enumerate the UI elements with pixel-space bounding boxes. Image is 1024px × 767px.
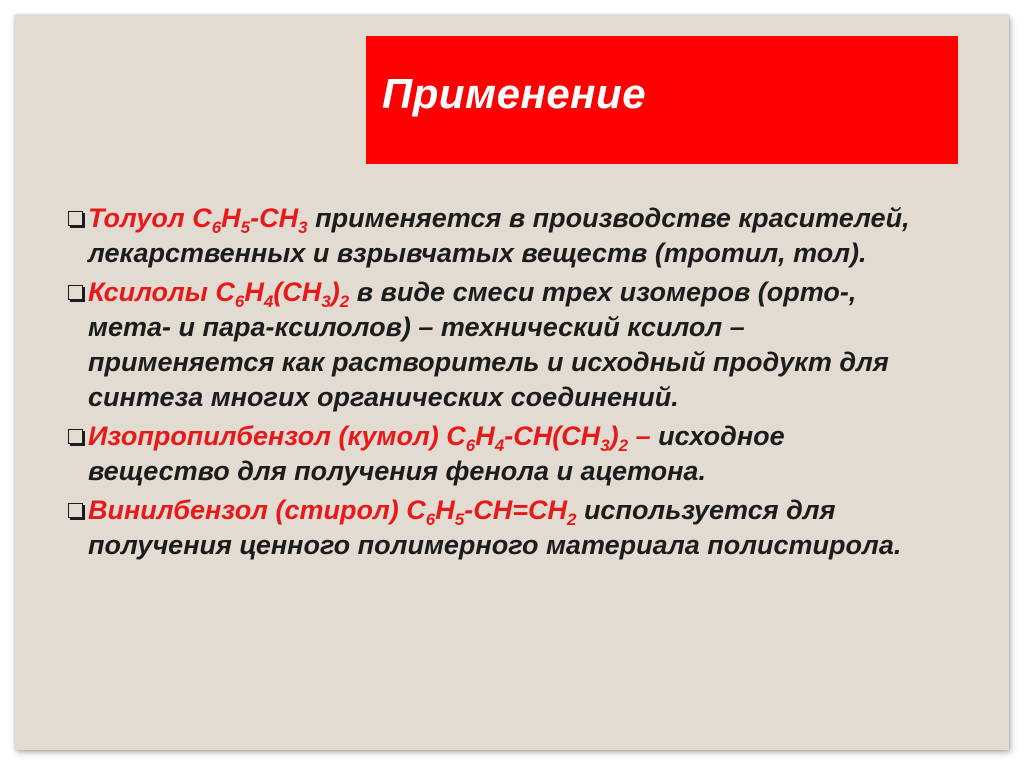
formula-text: 6: [425, 510, 436, 529]
formula-text: 5: [454, 510, 465, 529]
formula-text: ): [330, 277, 340, 307]
formula-text: 3: [298, 218, 308, 237]
list-item-line: [88, 380, 987, 415]
title-banner: [366, 36, 958, 164]
square-bullet-icon: [68, 211, 83, 226]
formula-text: Н: [435, 495, 455, 525]
formula-text: 6: [465, 436, 476, 455]
formula-text: 6: [211, 218, 222, 237]
formula-text: -СН(СН: [504, 421, 601, 451]
formula-text: Толуол С: [88, 203, 212, 233]
list-item-line: [88, 275, 987, 310]
formula-text: Ксилолы С: [88, 277, 235, 307]
body-text: применяется как растворитель и исходный продукт для: [88, 347, 889, 377]
square-bullet-icon: [68, 429, 83, 444]
list-item: [67, 275, 987, 415]
body-text: мета- и пара-ксилолов) – технический ксилол –: [88, 312, 745, 342]
slide-title: Применение: [382, 70, 647, 117]
formula-text: Н: [475, 421, 495, 451]
formula-text: Винилбензол (стирол) С: [88, 495, 426, 525]
formula-text: -СН: [250, 203, 299, 233]
formula-text: (СН: [273, 277, 322, 307]
list-item-line: [88, 493, 987, 528]
formula-text: 4: [494, 436, 505, 455]
formula-text: 3: [600, 436, 610, 455]
list-item-line: [88, 528, 987, 563]
body-text: используется для: [576, 495, 836, 525]
body-text: применяется в производстве красителей,: [307, 203, 910, 233]
list-item-line: [88, 310, 987, 345]
formula-text: Н: [244, 277, 264, 307]
square-bullet-icon: [68, 503, 83, 518]
formula-text: 5: [240, 218, 251, 237]
body-text: вещество для получения фенола и ацетона.: [88, 456, 706, 486]
list-item: [67, 419, 987, 489]
list-item-line: [88, 345, 987, 380]
formula-text: ): [609, 421, 619, 451]
list-item-line: [88, 236, 987, 271]
list-item-line: [88, 201, 987, 236]
formula-text: 2: [566, 510, 577, 529]
slide: [15, 15, 1009, 750]
body-text: исходное: [658, 421, 785, 451]
body-text: лекарственных и взрывчатых веществ (тротил, тол).: [88, 238, 867, 268]
list-item: [67, 493, 987, 563]
formula-text: 4: [263, 292, 274, 311]
list-item-line: [88, 454, 987, 489]
bullet-list: [67, 201, 987, 567]
body-text: в виде смеси трех изомеров (орто-,: [349, 277, 857, 307]
formula-text: Изопропилбензол (кумол) С: [88, 421, 466, 451]
body-text: синтеза многих органических соединений.: [88, 382, 679, 412]
formula-text: 3: [321, 292, 331, 311]
square-bullet-icon: [68, 285, 83, 300]
formula-text: –: [628, 421, 659, 451]
body-text: получения ценного полимерного материала полистирола.: [88, 530, 902, 560]
list-item: [67, 201, 987, 271]
formula-text: -СН=СН: [464, 495, 567, 525]
formula-text: 2: [339, 292, 350, 311]
formula-text: 2: [618, 436, 629, 455]
list-item-line: [88, 419, 987, 454]
formula-text: 6: [234, 292, 245, 311]
formula-text: Н: [221, 203, 241, 233]
